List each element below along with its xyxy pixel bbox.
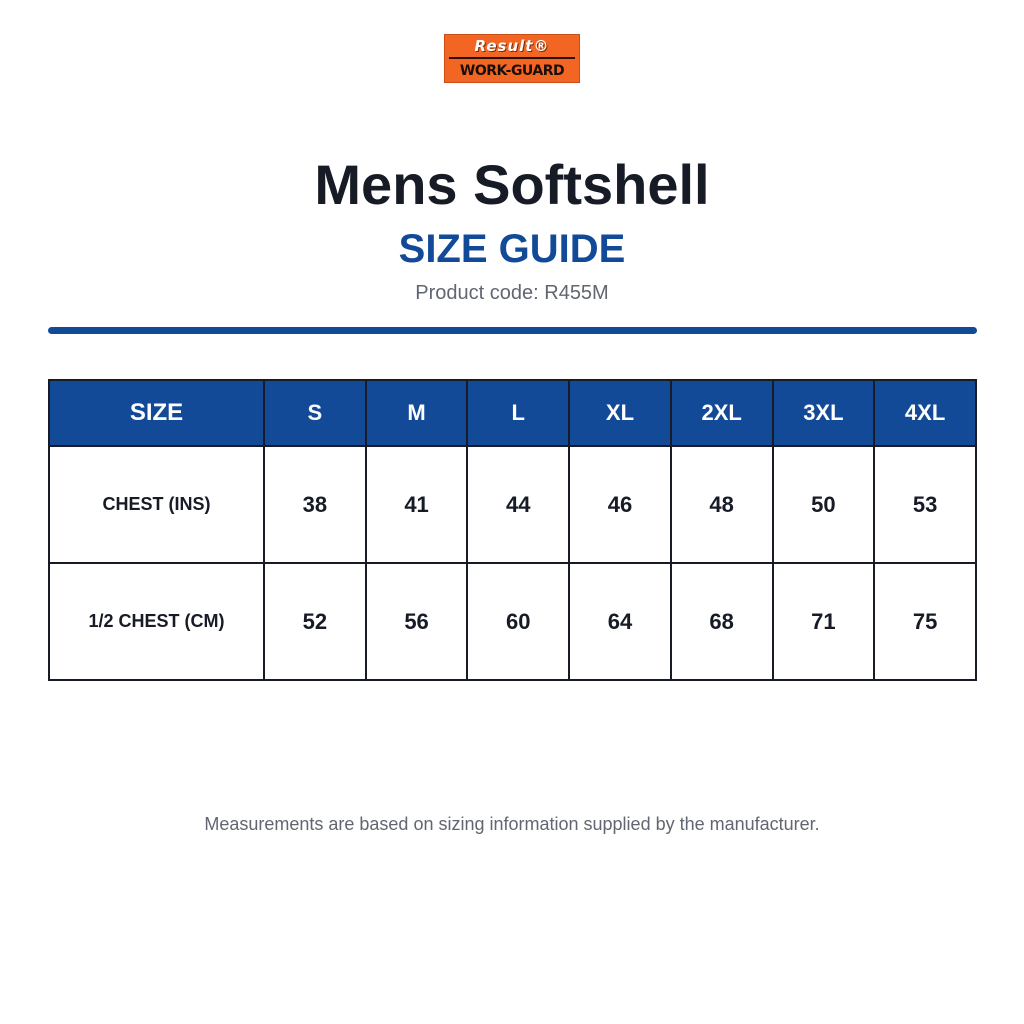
row-label: 1/2 CHEST (CM) [49, 563, 264, 680]
table-cell: 71 [773, 563, 875, 680]
column-header: L [467, 380, 569, 446]
logo-bottom-text: WORK-GUARD [459, 63, 565, 79]
column-header: 3XL [773, 380, 875, 446]
column-header: 2XL [671, 380, 773, 446]
table-header-row [49, 380, 976, 446]
product-code: Product code: R455M [415, 282, 609, 304]
column-header: 4XL [874, 380, 976, 446]
table-cell: 44 [467, 446, 569, 563]
table-cell: 38 [264, 446, 366, 563]
table-cell: 48 [671, 446, 773, 563]
row-label: CHEST (INS) [49, 446, 264, 563]
column-header-size: SIZE [49, 380, 264, 446]
brand-logo [444, 34, 580, 83]
logo-top-text: Result® [474, 37, 550, 55]
column-header: S [264, 380, 366, 446]
table-cell: 64 [569, 563, 671, 680]
table-cell: 46 [569, 446, 671, 563]
table-cell: 68 [671, 563, 773, 680]
table-cell: 41 [366, 446, 468, 563]
page-subtitle: SIZE GUIDE [398, 227, 626, 271]
table-cell: 52 [264, 563, 366, 680]
table-row [49, 446, 976, 563]
size-table [48, 379, 977, 681]
table-row [49, 563, 976, 680]
footnote: Measurements are based on sizing information supplied by the manufacturer. [204, 814, 820, 834]
table-cell: 75 [874, 563, 976, 680]
divider-rule [48, 327, 977, 334]
column-header: XL [569, 380, 671, 446]
page-title: Mens Softshell [314, 153, 710, 216]
column-header: M [366, 380, 468, 446]
table-cell: 53 [874, 446, 976, 563]
table-cell: 50 [773, 446, 875, 563]
table-cell: 60 [467, 563, 569, 680]
table-cell: 56 [366, 563, 468, 680]
